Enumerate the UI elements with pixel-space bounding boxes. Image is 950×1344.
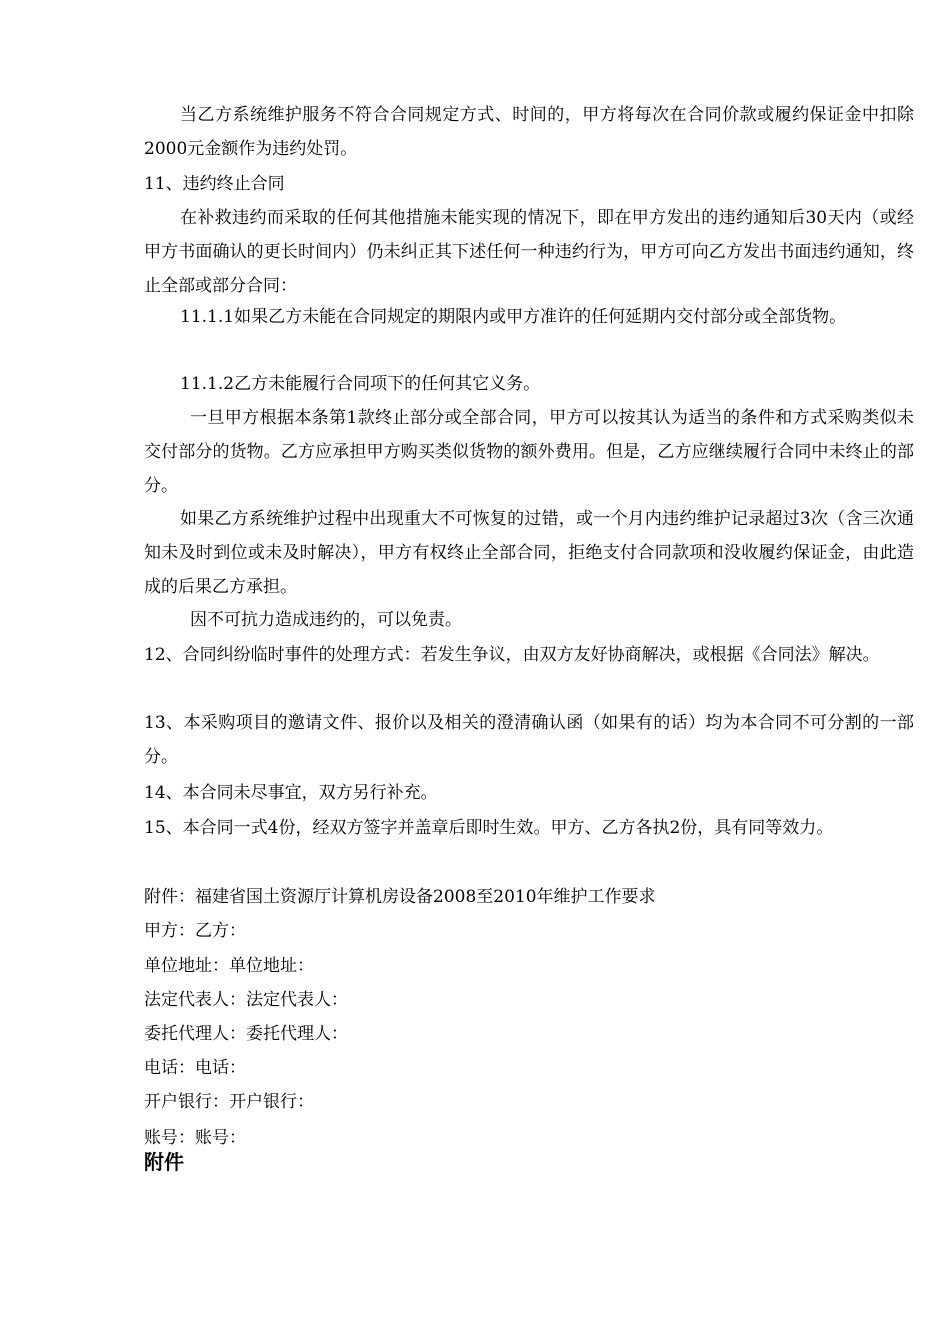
clause-11-1-2: 11.1.2乙方未能履行合同项下的任何其它义务。 xyxy=(180,374,541,394)
clause-11-heading: 11、违约终止合同 xyxy=(144,174,285,194)
account-line: 账号：账号： xyxy=(144,1128,246,1148)
major-fault-paragraph: 如果乙方系统维护过程中出现重大不可恢复的过错，或一个月内违约维护记录超过3次（含三次通知未及时到位或未及时解决），甲方有权终止全部合同，拒绝支付合同款项和没收履约保证金，由此造成的后果乙方承担。 xyxy=(144,509,914,597)
clause-11-1-1: 11.1.1如果乙方未能在合同规定的期限内或甲方准许的任何延期内交付部分或全部货物。 xyxy=(180,307,847,327)
bank-line: 开户银行：开户银行： xyxy=(144,1092,314,1112)
phone-line: 电话：电话： xyxy=(144,1058,246,1078)
clause-13-paragraph: 13、本采购项目的邀请文件、报价以及相关的澄清确认函（如果有的话）均为本合同不可分割的一部分。 xyxy=(144,713,914,767)
termination-purchase-paragraph: 一旦甲方根据本条第1款终止部分或全部合同，甲方可以按其认为适当的条件和方式采购类似未交付部分的货物。乙方应承担甲方购买类似货物的额外费用。但是，乙方应继续履行合同中未终止的部分。 xyxy=(144,408,914,496)
parties-line: 甲方：乙方： xyxy=(144,921,246,941)
address-line: 单位地址：单位地址： xyxy=(144,956,314,976)
clause-11-paragraph: 在补救违约而采取的任何其他措施未能实现的情况下，即在甲方发出的违约通知后30天内（或经甲方书面确认的更长时间内）仍未纠正其下述任何一种违约行为，甲方可向乙方发出书面违约通知，终止全部或部分合同： xyxy=(144,208,914,296)
clause-12-paragraph: 12、合同纠纷临时事件的处理方式：若发生争议，由双方友好协商解决，或根据《合同法》解决。 xyxy=(144,645,880,665)
clause-15-paragraph: 15、本合同一式4份，经双方签字并盖章后即时生效。甲方、乙方各执2份，具有同等效力。 xyxy=(144,818,834,838)
agent-line: 委托代理人：委托代理人： xyxy=(144,1024,348,1044)
clause-14-line: 14、本合同未尽事宜，双方另行补充。 xyxy=(144,783,438,803)
force-majeure-line: 因不可抗力造成违约的，可以免责。 xyxy=(190,610,462,630)
penalty-paragraph: 当乙方系统维护服务不符合合同规定方式、时间的，甲方将每次在合同价款或履约保证金中扣除2000元金额作为违约处罚。 xyxy=(144,105,914,159)
attachment-line: 附件：福建省国土资源厅计算机房设备2008至2010年维护工作要求 xyxy=(144,887,656,907)
appendix-heading: 附件 xyxy=(144,1150,184,1174)
legal-representative-line: 法定代表人：法定代表人： xyxy=(144,990,348,1010)
